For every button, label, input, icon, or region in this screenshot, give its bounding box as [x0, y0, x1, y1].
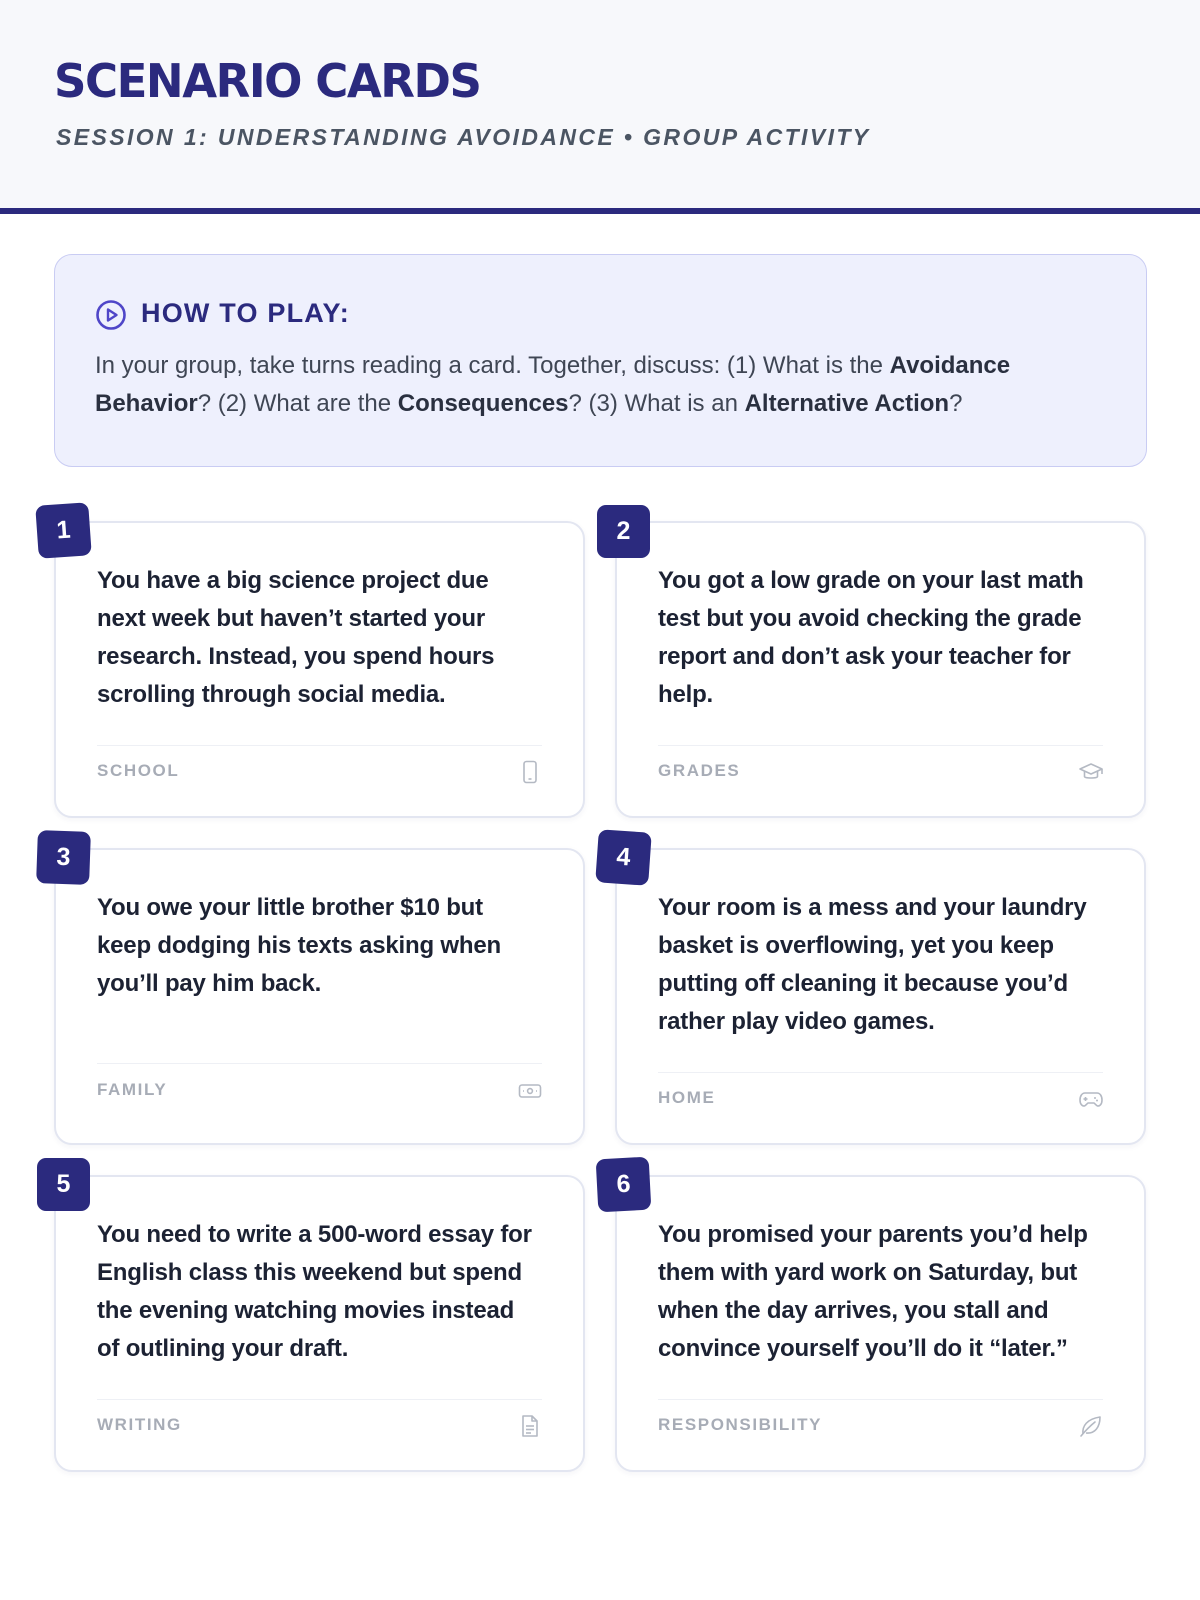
how-to-play-title: HOW TO PLAY:: [141, 298, 350, 328]
scenario-card[interactable]: [615, 1175, 1146, 1472]
scenario-tag: FAMILY: [97, 1080, 168, 1099]
scenario-tag: SCHOOL: [97, 761, 180, 780]
card-number-badge: 6: [596, 1157, 652, 1213]
document-icon: [517, 1413, 543, 1439]
card-divider: [658, 1399, 1103, 1400]
scenario-text: You got a low grade on your last math test but you avoid checking the grade report and don’t ask your teacher for help.: [658, 567, 1084, 708]
scenario-text: You need to write a 500-word essay for English class this weekend but spend the evening watching movies instead of outlining your draft.: [97, 1221, 532, 1362]
scenario-card[interactable]: [54, 521, 585, 818]
scenario-card[interactable]: [615, 521, 1146, 818]
scenario-card[interactable]: [615, 848, 1146, 1145]
how-to-play-box: [54, 254, 1147, 467]
scenario-tag: GRADES: [658, 761, 741, 780]
leaf-icon: [1078, 1413, 1104, 1439]
scenario-tag: RESPONSIBILITY: [658, 1415, 823, 1434]
gamepad-icon: [1078, 1086, 1104, 1112]
phone-icon: [517, 759, 543, 785]
card-divider: [97, 1399, 542, 1400]
card-number-badge: 3: [36, 830, 91, 885]
card-divider: [658, 1072, 1103, 1073]
scenario-card[interactable]: [54, 1175, 585, 1472]
graduation-cap-icon: [1078, 759, 1104, 785]
card-divider: [97, 1063, 542, 1064]
play-circle-icon: [95, 299, 127, 331]
money-bill-icon: [517, 1078, 543, 1104]
scenario-tag: HOME: [658, 1088, 716, 1107]
card-number-badge: 4: [595, 829, 652, 886]
page-subtitle: SESSION 1: UNDERSTANDING AVOIDANCE • GROUP ACTIVITY: [56, 124, 871, 150]
scenario-card[interactable]: [54, 848, 585, 1145]
how-to-play-instructions: In your group, take turns reading a card. Together, discuss: (1) What is the Avoidance Behavior? (2) What are the Consequences? (3) What is an Alternative Action?: [95, 352, 1011, 417]
card-number-badge: 1: [35, 502, 92, 559]
scenario-tag: WRITING: [97, 1415, 182, 1434]
page-title: SCENARIO CARDS: [54, 54, 481, 108]
page-header: [0, 0, 1200, 214]
scenario-text: You owe your little brother $10 but keep dodging his texts asking when you’ll pay him back.: [97, 894, 501, 997]
scenario-text: You have a big science project due next week but haven’t started your research. Instead, you spend hours scrolling through social media.: [97, 567, 495, 708]
scenario-text: You promised your parents you’d help them with yard work on Saturday, but when the day arrives, you stall and convince yourself you’ll do it “later.”: [658, 1221, 1088, 1362]
scenario-text: Your room is a mess and your laundry basket is overflowing, yet you keep putting off cleaning it because you’d rather play video games.: [658, 894, 1087, 1035]
card-number-badge: 5: [37, 1158, 90, 1211]
card-divider: [97, 745, 542, 746]
card-divider: [658, 745, 1103, 746]
card-number-badge: 2: [597, 505, 650, 558]
